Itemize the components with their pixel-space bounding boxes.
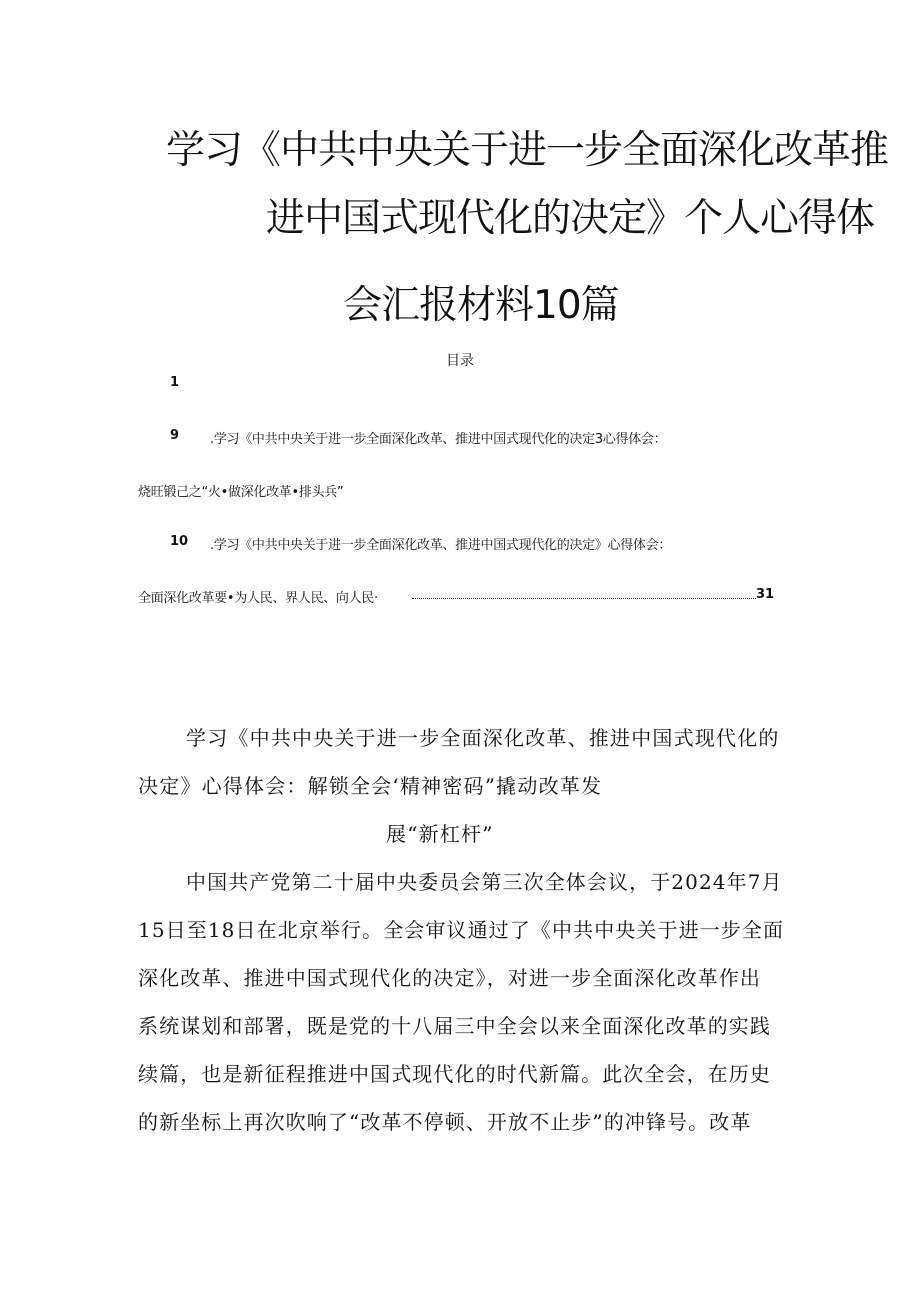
toc-entry-number[interactable]: 9 <box>170 428 180 443</box>
document-title-line-3: 会汇报材料10篇 <box>343 283 619 328</box>
article-title-line-3: 展“新杠杆” <box>386 822 494 846</box>
toc-entry-number[interactable]: 1 <box>170 375 180 390</box>
article-paragraph-line: 的新坐标上再次吹响了“改革不停顿、开放不止步”的冲锋号。改革 <box>138 1110 752 1134</box>
article-title-line-2: 决定》心得体会：解锁全会‘精神密码”撬动改革发 <box>138 774 603 798</box>
document-title-line-2: 进中国式现代化的决定》个人心得体 <box>266 196 875 241</box>
toc-entry-page[interactable]: 31 <box>756 587 775 602</box>
toc-heading: 目录 <box>446 353 474 369</box>
article-paragraph-line: 系统谋划和部署，既是党的十八届三中全会以来全面深化改革的实践 <box>138 1014 771 1038</box>
article-paragraph-line: 深化改革、推进中国式现代化的决定》，对进一步全面深化改革作出 <box>138 966 761 990</box>
article-paragraph-line: 15日至18日在北京举行。全会审议通过了《中共中央关于进一步全面 <box>138 918 785 942</box>
toc-entry-text[interactable]: .学习《中共中央关于进一步全面深化改革、推进中国式现代化的决定3心得体会： <box>210 432 667 447</box>
document-title-line-1: 学习《中共中央关于进一步全面深化改革推 <box>166 128 889 173</box>
toc-entry-text[interactable]: 全面深化改革要•为人民、界人民、向人民· <box>138 591 378 606</box>
article-paragraph-line: 中国共产党第二十届中央委员会第三次全体会议，于2024年7月 <box>186 870 783 894</box>
article-title-line-1: 学习《中共中央关于进一步全面深化改革、推进中国式现代化的 <box>186 726 780 750</box>
toc-dot-leader <box>412 586 756 599</box>
toc-entry-text[interactable]: .学习《中共中央关于进一步全面深化改革、推进中国式现代化的决定》心得体会： <box>210 538 672 553</box>
toc-entry-text[interactable]: 烧旺锻己之“火•做深化改革•排头兵” <box>138 485 344 500</box>
article-paragraph-line: 续篇，也是新征程推进中国式现代化的时代新篇。此次全会，在历史 <box>138 1062 771 1086</box>
toc-entry-number[interactable]: 10 <box>170 534 189 549</box>
